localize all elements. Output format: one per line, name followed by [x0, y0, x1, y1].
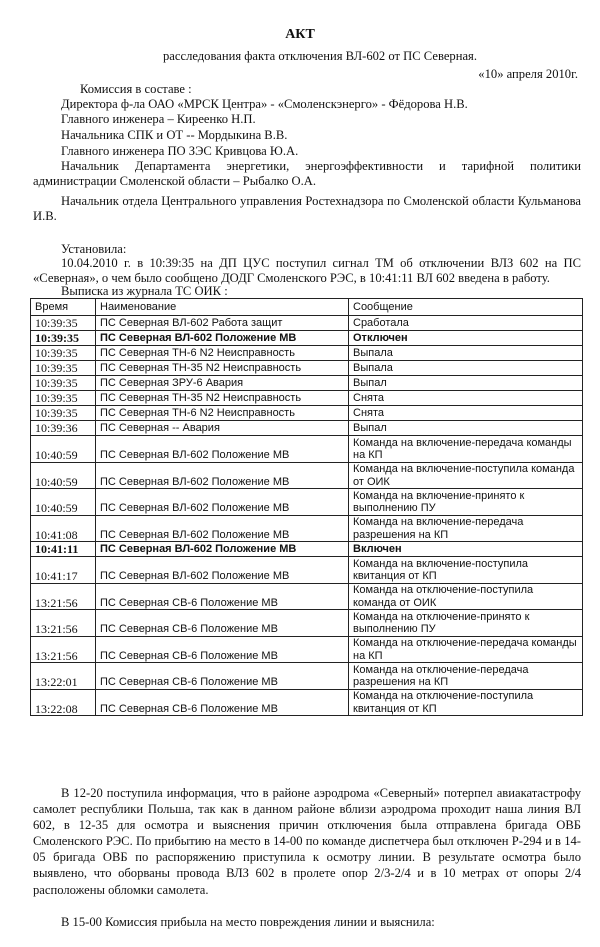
cell-name: ПС Северная -- Авария	[96, 421, 349, 436]
closing-paragraph-final: В 15-00 Комиссия прибыла на место повреждения линии и выяснила:	[61, 915, 435, 929]
cell-message: Выпал	[349, 376, 583, 391]
established-text: 10.04.2010 г. в 10:39:35 на ДП ЦУС поступил сигнал ТМ об отключении ВЛЗ 602 на ПС «Северная», о чем было сообщено ДОДГ Смоленского РЭС, в 10:41:11 ВЛ 602 введена в работу.	[33, 256, 581, 285]
cell-name: ПС Северная ВЛ-602 Положение МВ	[96, 489, 349, 516]
table-row	[31, 421, 583, 436]
table-row	[31, 489, 583, 516]
column-header-time: Время	[31, 299, 96, 316]
cell-name: ПС Северная СВ-6 Положение МВ	[96, 689, 349, 716]
cell-message: Команда на отключение-принято к выполнению ПУ	[349, 610, 583, 637]
table-row	[31, 542, 583, 557]
document-date: «10» апреля 2010г.	[478, 67, 578, 81]
cell-message: Сработала	[349, 316, 583, 331]
cell-name: ПС Северная ТН-6 N2 Неисправность	[96, 406, 349, 421]
cell-message: Команда на отключение-передача команды на КП	[349, 636, 583, 663]
commission-member: Начальника СПК и ОТ -- Мордыкина В.В.	[61, 128, 288, 142]
table-row	[31, 406, 583, 421]
cell-name: ПС Северная ВЛ-602 Работа защит	[96, 316, 349, 331]
cell-message: Команда на включение-передача команды на КП	[349, 436, 583, 463]
cell-name: ПС Северная ЗРУ-6 Авария	[96, 376, 349, 391]
cell-message: Выпал	[349, 421, 583, 436]
cell-time: 13:21:56	[31, 583, 96, 610]
established-heading: Установила:	[61, 242, 127, 256]
commission-member: Главного инженера – Киреенко Н.П.	[61, 112, 256, 126]
cell-message: Команда на включение-поступила команда от ОИК	[349, 462, 583, 489]
journal-table	[30, 298, 583, 716]
cell-time: 13:21:56	[31, 610, 96, 637]
cell-name: ПС Северная ВЛ-602 Положение МВ	[96, 436, 349, 463]
cell-name: ПС Северная ВЛ-602 Положение МВ	[96, 557, 349, 584]
cell-time: 10:41:08	[31, 515, 96, 542]
cell-message: Выпала	[349, 361, 583, 376]
table-row	[31, 436, 583, 463]
cell-time: 10:40:59	[31, 436, 96, 463]
cell-message: Команда на отключение-поступила команда от ОИК	[349, 583, 583, 610]
table-row	[31, 391, 583, 406]
document-subtitle: расследования факта отключения ВЛ-602 от ПС Северная.	[163, 49, 477, 63]
table-row	[31, 610, 583, 637]
cell-message: Снята	[349, 391, 583, 406]
cell-time: 10:41:11	[31, 542, 96, 557]
cell-time: 10:39:35	[31, 331, 96, 346]
table-row	[31, 331, 583, 346]
cell-time: 13:22:08	[31, 689, 96, 716]
cell-message: Команда на отключение-передача разрешения на КП	[349, 663, 583, 690]
table-row	[31, 376, 583, 391]
cell-name: ПС Северная ВЛ-602 Положение МВ	[96, 462, 349, 489]
cell-time: 10:39:36	[31, 421, 96, 436]
cell-name: ПС Северная СВ-6 Положение МВ	[96, 610, 349, 637]
cell-name: ПС Северная ТН-35 N2 Неисправность	[96, 391, 349, 406]
cell-name: ПС Северная СВ-6 Положение МВ	[96, 636, 349, 663]
column-header-message: Сообщение	[349, 299, 583, 316]
commission-member-dept: Начальник Департамента энергетики, энергоэффективности и тарифной политики администрации Смоленской области – Рыбалко О.А.	[33, 159, 581, 188]
cell-time: 10:39:35	[31, 316, 96, 331]
cell-name: ПС Северная ВЛ-602 Положение МВ	[96, 331, 349, 346]
cell-time: 10:41:17	[31, 557, 96, 584]
cell-time: 13:22:01	[31, 663, 96, 690]
table-row	[31, 557, 583, 584]
cell-time: 10:39:35	[31, 391, 96, 406]
excerpt-label: Выписка из журнала ТС ОИК :	[61, 284, 228, 298]
cell-time: 10:39:35	[31, 361, 96, 376]
cell-time: 10:39:35	[31, 406, 96, 421]
cell-time: 10:39:35	[31, 346, 96, 361]
column-header-name: Наименование	[96, 299, 349, 316]
commission-member-rtn: Начальник отдела Центрального управления Ростехнадзора по Смоленской области Кульманова И.В.	[33, 194, 581, 223]
commission-heading: Комиссия в составе :	[80, 82, 192, 96]
cell-time: 10:40:59	[31, 489, 96, 516]
cell-message: Команда на включение-передача разрешения на КП	[349, 515, 583, 542]
commission-member: Директора ф-ла ОАО «МРСК Центра» - «Смоленскэнерго» - Фёдорова Н.В.	[61, 97, 468, 111]
cell-message: Выпала	[349, 346, 583, 361]
table-row	[31, 361, 583, 376]
table-header-row	[31, 299, 583, 316]
cell-message: Команда на включение-принято к выполнению ПУ	[349, 489, 583, 516]
document-title: АКТ	[285, 27, 315, 42]
cell-time: 10:39:35	[31, 376, 96, 391]
table-row	[31, 583, 583, 610]
table-row	[31, 689, 583, 716]
cell-time: 13:21:56	[31, 636, 96, 663]
cell-time: 10:40:59	[31, 462, 96, 489]
cell-message: Отключен	[349, 331, 583, 346]
cell-message: Команда на отключение-поступила квитанция от КП	[349, 689, 583, 716]
table-row	[31, 636, 583, 663]
commission-member: Главного инженера ПО ЗЭС Кривцова Ю.А.	[61, 144, 299, 158]
cell-message: Включен	[349, 542, 583, 557]
cell-name: ПС Северная ТН-6 N2 Неисправность	[96, 346, 349, 361]
table-row	[31, 663, 583, 690]
table-row	[31, 515, 583, 542]
table-row	[31, 462, 583, 489]
cell-name: ПС Северная СВ-6 Положение МВ	[96, 583, 349, 610]
table-row	[31, 346, 583, 361]
cell-message: Снята	[349, 406, 583, 421]
cell-name: ПС Северная ВЛ-602 Положение МВ	[96, 542, 349, 557]
table-row	[31, 316, 583, 331]
closing-paragraph: В 12-20 поступила информация, что в районе аэродрома «Северный» потерпел авиакатастрофу самолет республики Польша, так как в данном районе вблизи аэродрома проходит наша линия ВЛ 602, в 12-35 для осмотра и выяснения причин отключения была отправлена бригада ОВБ Смоленского РЭС. По прибытию на место в 14-00 по команде диспетчера был отключен Р-294 и в 14-05 бригада ОВБ по распоряжению приступила к осмотру линии. В результате осмотра было выявлено, что оборваны провода ВЛЗ 602 в пролете опор 2/3-2/4 и в 10 метрах от опоры 2/4 расположены обломки самолета.	[33, 786, 581, 897]
cell-message: Команда на включение-поступила квитанция от КП	[349, 557, 583, 584]
cell-name: ПС Северная ВЛ-602 Положение МВ	[96, 515, 349, 542]
cell-name: ПС Северная СВ-6 Положение МВ	[96, 663, 349, 690]
cell-name: ПС Северная ТН-35 N2 Неисправность	[96, 361, 349, 376]
